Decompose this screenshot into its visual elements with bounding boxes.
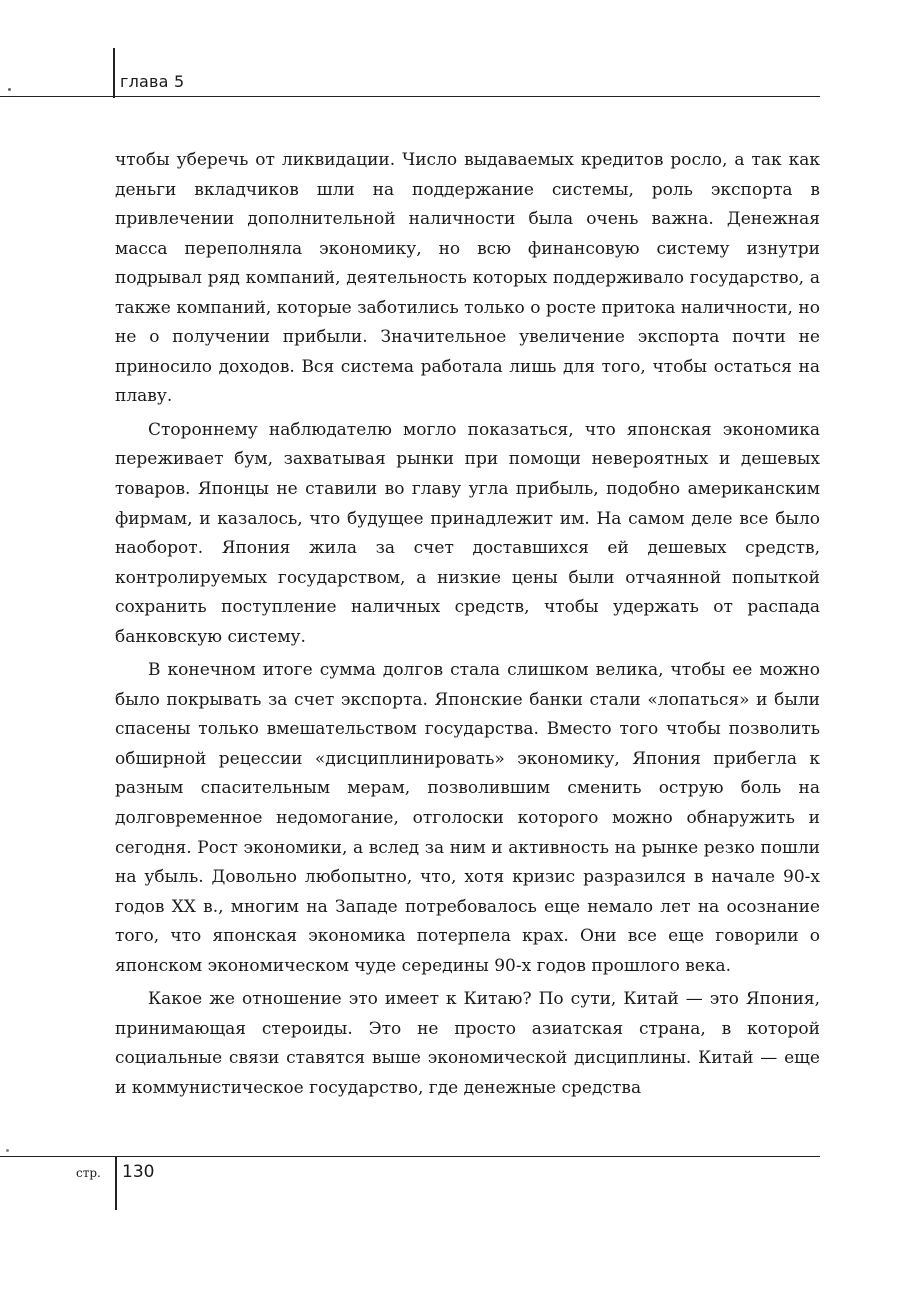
page-number: 130: [122, 1162, 155, 1182]
body-text: [115, 146, 820, 1108]
footer-horizontal-rule: [0, 1156, 820, 1157]
footer-vertical-rule: [115, 1156, 117, 1210]
paragraph-4: Какое же отношение это имеет к Китаю? По сути, Китай — это Япония, принимающая стероиды. Это не просто азиатская страна, в которой социальные связи ставятся выше экономической дисциплины. Китай — еще и коммунистическое государство, где денежные средства: [115, 989, 820, 1098]
page-prefix: стр.: [76, 1166, 101, 1180]
chapter-label: глава 5: [120, 72, 185, 91]
header-vertical-rule: [113, 48, 115, 98]
footer-dot: [6, 1149, 9, 1152]
paragraph-1: чтобы уберечь от ликвидации. Число выдаваемых кредитов росло, а так как деньги вкладчиков шли на поддержание системы, роль экспорта в привлечении дополнительной наличности была очень важна. Денежная масса переполняла экономику, но всю финансовую систему изнутри подрывал ряд компаний, деятельность которых поддерживало государство, а также компаний, которые заботились только о росте притока наличности, но не о получении прибыли. Значительное увеличение экспорта почти не приносило доходов. Вся система работала лишь для того, чтобы остаться на плаву.: [115, 150, 820, 407]
header-dot: [8, 88, 11, 91]
paragraph-3: В конечном итоге сумма долгов стала слишком велика, чтобы ее можно было покрывать за счет экспорта. Японские банки стали «лопаться» и были спасены только вмешательством государства. Вместо того чтобы позволить обширной рецессии «дисциплинировать» экономику, Япония прибегла к разным спасительным мерам, позволившим сменить острую боль на долговременное недомогание, отголоски которого можно обнаружить и сегодня. Рост экономики, а вслед за ним и активность на рынке резко пошли на убыль. Довольно любопытно, что, хотя кризис разразился в начале 90-х годов XX в., многим на Западе потребовалось еще немало лет на осознание того, что японская экономика потерпела крах. Они все еще говорили о японском экономическом чуде середины 90-х годов прошлого века.: [115, 660, 820, 976]
paragraph-2: Стороннему наблюдателю могло показаться, что японская экономика переживает бум, захватывая рынки при помощи невероятных и дешевых товаров. Японцы не ставили во главу угла прибыль, подобно американским фирмам, и казалось, что будущее принадлежит им. На самом деле все было наоборот. Япония жила за счет доставшихся ей дешевых средств, контролируемых государством, а низкие цены были отчаянной попыткой сохранить поступление наличных средств, чтобы удержать от распада банковскую систему.: [115, 419, 820, 647]
header-horizontal-rule: [0, 96, 820, 97]
